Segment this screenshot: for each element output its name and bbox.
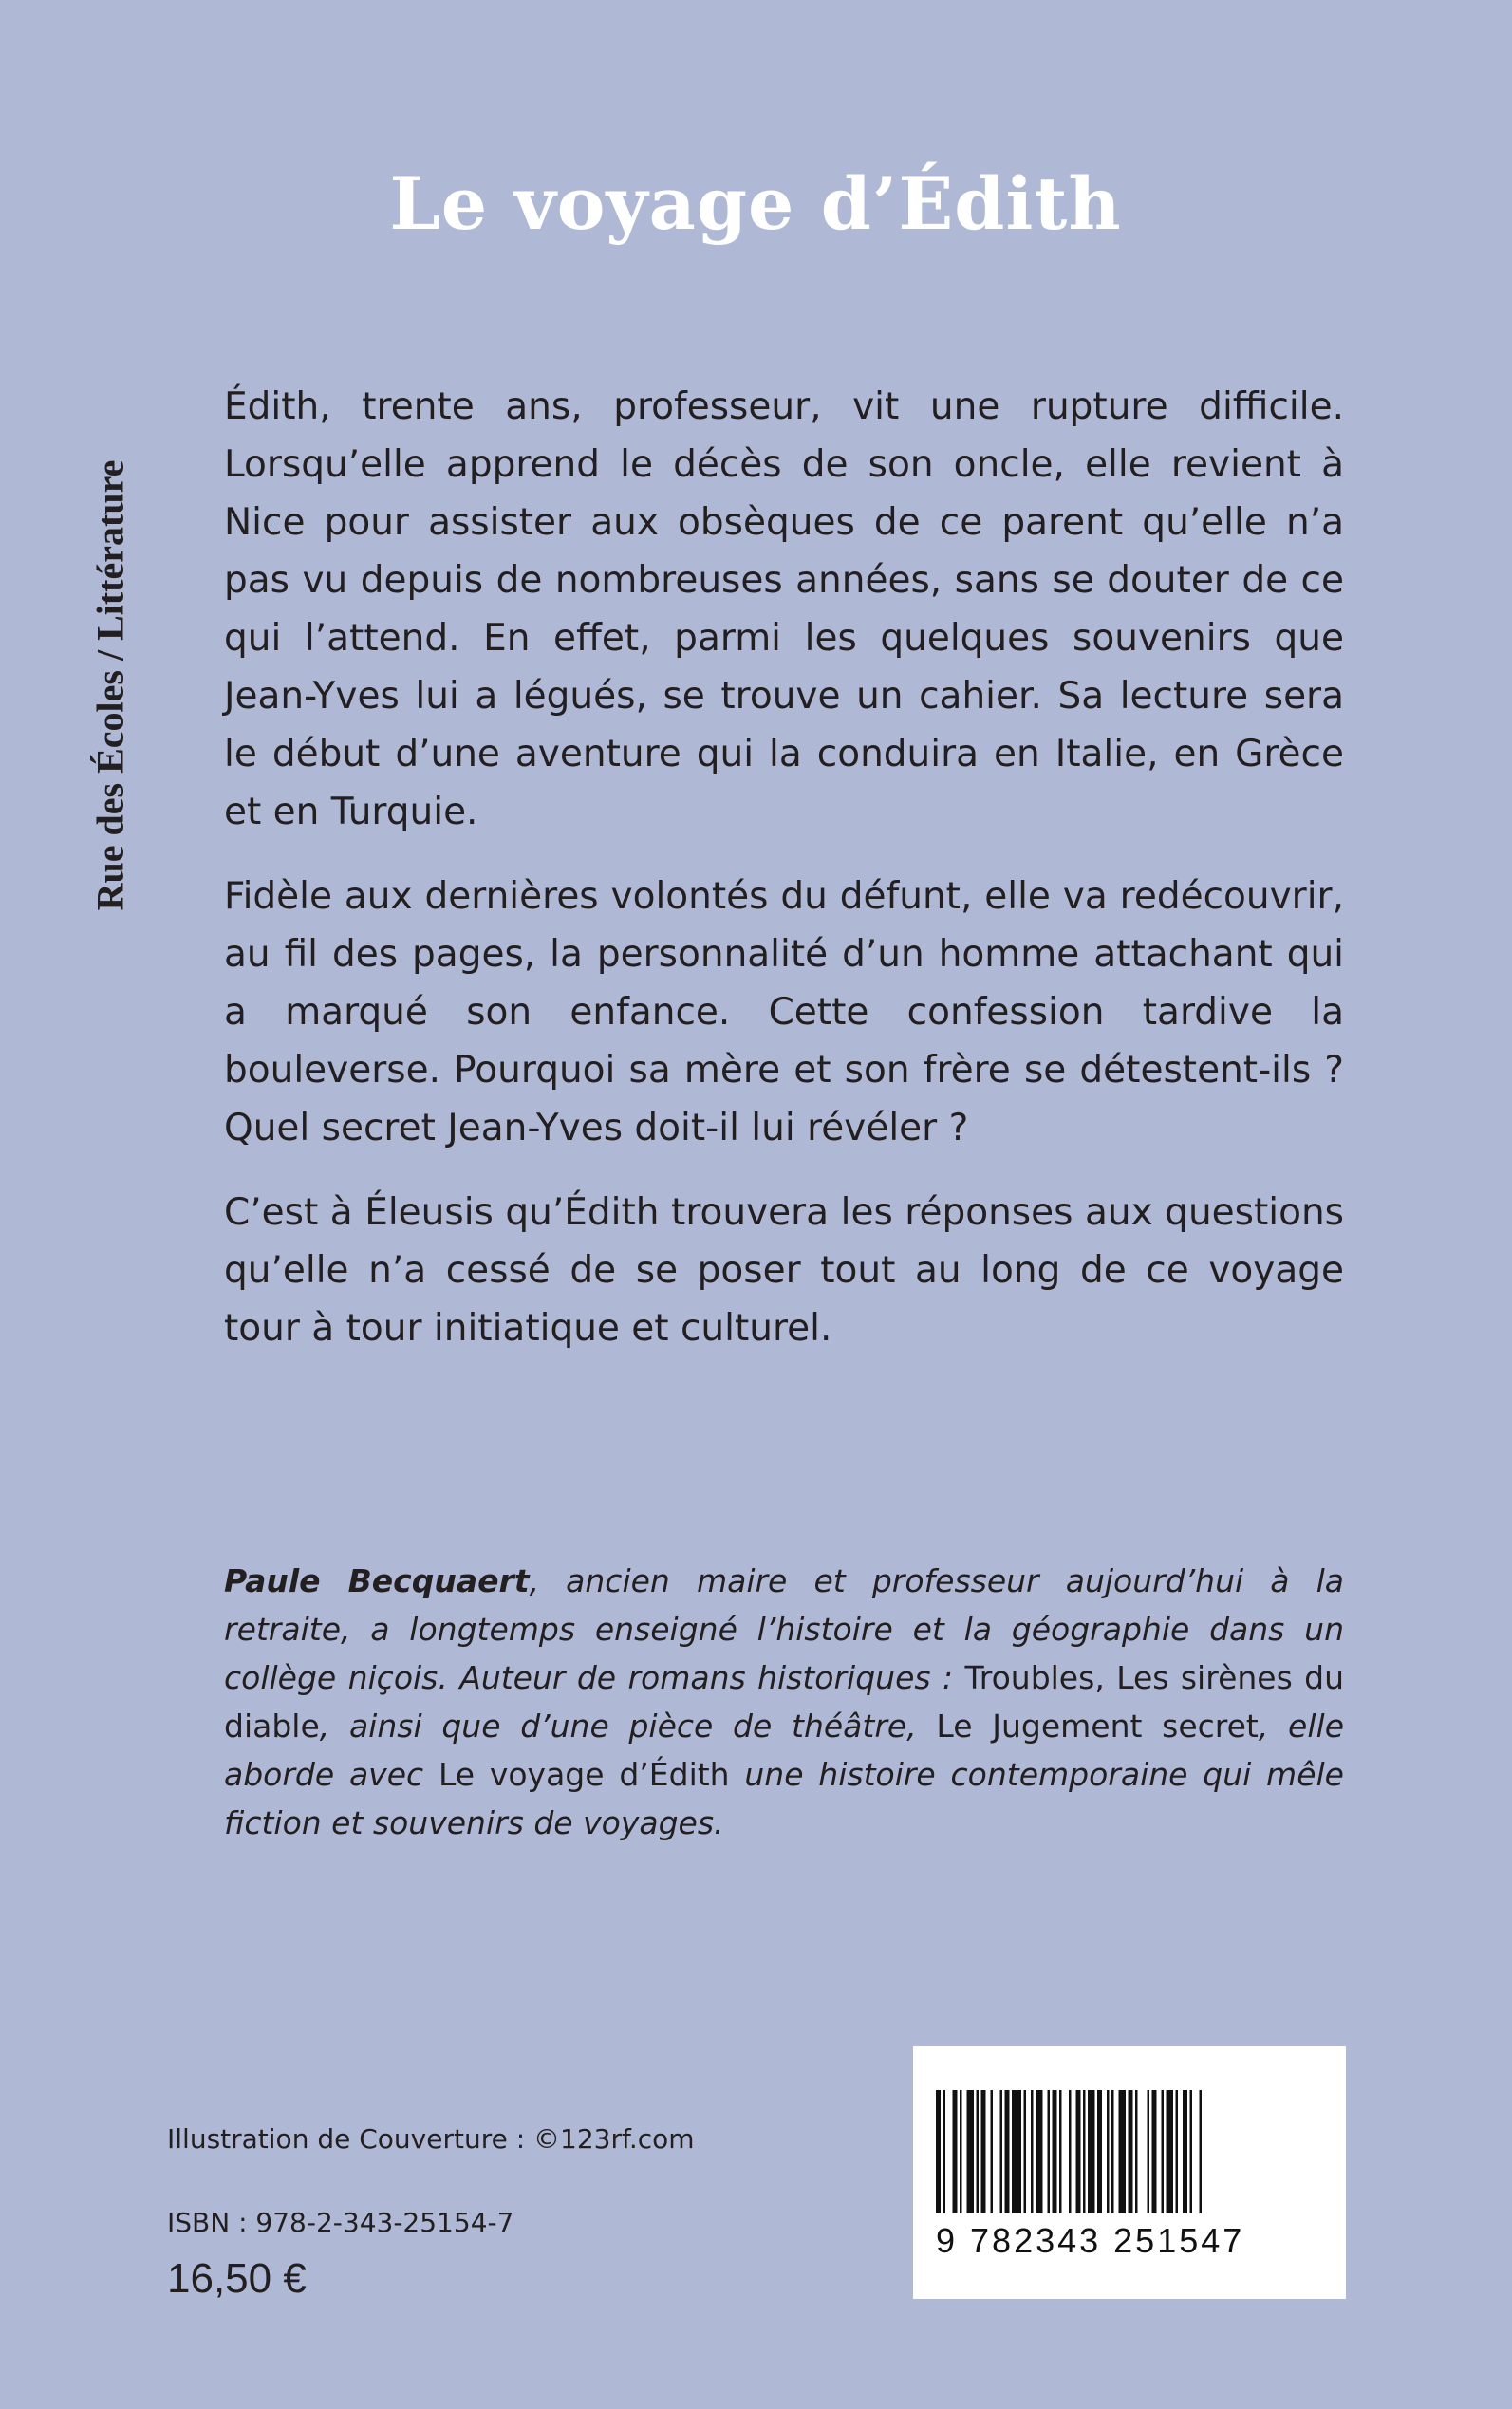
- bio-text: , elle aborde avec: [224, 1708, 1344, 1793]
- barcode-bar: [1097, 2090, 1102, 2213]
- barcode-bar: [1129, 2090, 1133, 2213]
- barcode-bar: [1111, 2090, 1114, 2213]
- barcode-bar: [1053, 2090, 1057, 2213]
- barcode-bar: [1167, 2090, 1174, 2213]
- isbn: ISBN : 978-2-343-25154-7: [167, 2207, 514, 2238]
- barcode-bar: [943, 2090, 946, 2213]
- barcode-bar: [1176, 2090, 1179, 2213]
- barcode-bar: [1024, 2090, 1027, 2213]
- barcode-bar: [1183, 2090, 1187, 2213]
- barcode-bar: [1036, 2090, 1043, 2213]
- barcode-bar: [1107, 2090, 1110, 2213]
- barcode-bar: [1069, 2090, 1072, 2213]
- barcode-bar: [1162, 2090, 1165, 2213]
- barcode-bar: [1148, 2090, 1150, 2213]
- barcode: [913, 2046, 1346, 2299]
- barcode-bar: [1152, 2090, 1157, 2213]
- bio-text: , ancien maire et professeur aujourd’hui à la retraite, a longtemps enseigné l’histoire et la géographie dans un collège niçois. Auteur de romans historiques :: [224, 1562, 1344, 1696]
- barcode-bar: [953, 2090, 958, 2213]
- work-title: Le Jugement secret: [936, 1708, 1259, 1745]
- author-name: Paule Becquaert: [224, 1562, 530, 1599]
- barcode-bar: [991, 2090, 994, 2213]
- author-bio: [224, 1557, 1344, 1847]
- barcode-bar: [1048, 2090, 1051, 2213]
- barcode-bars: [932, 2090, 1327, 2223]
- barcode-bar: [981, 2090, 986, 2213]
- barcode-bar: [1083, 2090, 1086, 2213]
- illustration-credit: Illustration de Couverture : ©123rf.com: [167, 2123, 695, 2155]
- barcode-bar: [936, 2090, 941, 2213]
- price: 16,50 €: [167, 2255, 307, 2302]
- barcode-bar: [967, 2090, 975, 2213]
- blurb-paragraph: C’est à Éleusis qu’Édith trouvera les réponses aux questions qu’elle n’a cessé de se poser tout au long de ce voyage tour à tour initiatique et culturel.: [224, 1191, 1344, 1350]
- barcode-bar: [1119, 2090, 1127, 2213]
- book-title: Le voyage d’Édith: [389, 161, 1122, 246]
- barcode-bar: [1200, 2090, 1203, 2213]
- book-blurb: [224, 378, 1344, 1384]
- barcode-bar: [1088, 2090, 1095, 2213]
- bio-text: une histoire contemporaine qui mêle fiction et souvenirs de voyages.: [224, 1756, 1344, 1841]
- barcode-bar: [1005, 2090, 1010, 2213]
- barcode-bar: [1135, 2090, 1138, 2213]
- blurb-paragraph: Édith, trente ans, professeur, vit une rupture difficile. Lorsqu’elle apprend le décès de son oncle, elle revient à Nice pour assister aux obsèques de ce parent qu’elle n’a pas vu depuis de nombreuses années, sans se douter de ce qui l’attend. En effet, parmi les quelques souvenirs que Jean-Yves lui a légués, se trouve un cahier. Sa lecture sera le début d’une aventure qui la conduira en Italie, en Grèce et en Turquie.: [224, 385, 1344, 833]
- blurb-paragraph: Fidèle aux dernières volontés du défunt, elle va redécouvrir, au fil des pages, la personnalité d’un homme attachant qui a marqué son enfance. Cette confession tardive la bouleverse. Pourquoi sa mère et son frère se détestent-ils ? Quel secret Jean-Yves doit-il lui révéler ?: [224, 875, 1344, 1149]
- barcode-bar: [1012, 2090, 1021, 2213]
- barcode-digits: 9 782343 251547: [936, 2221, 1245, 2260]
- collection-spine-label: Rue des Écoles / Littérature: [88, 459, 132, 911]
- barcode-bar: [977, 2090, 980, 2213]
- work-title: Les sirènes du diable: [224, 1659, 1345, 1745]
- barcode-bar: [960, 2090, 962, 2213]
- barcode-bar: [1059, 2090, 1062, 2213]
- barcode-bar: [1031, 2090, 1034, 2213]
- barcode-bar: [1190, 2090, 1193, 2213]
- barcode-bar: [1000, 2090, 1003, 2213]
- bio-text: ,: [1094, 1659, 1117, 1696]
- work-title: Troubles: [964, 1659, 1095, 1696]
- work-title: Le voyage d’Édith: [438, 1756, 730, 1793]
- bio-text: , ainsi que d’une pièce de théâtre,: [319, 1708, 937, 1745]
- barcode-bar: [1076, 2090, 1081, 2213]
